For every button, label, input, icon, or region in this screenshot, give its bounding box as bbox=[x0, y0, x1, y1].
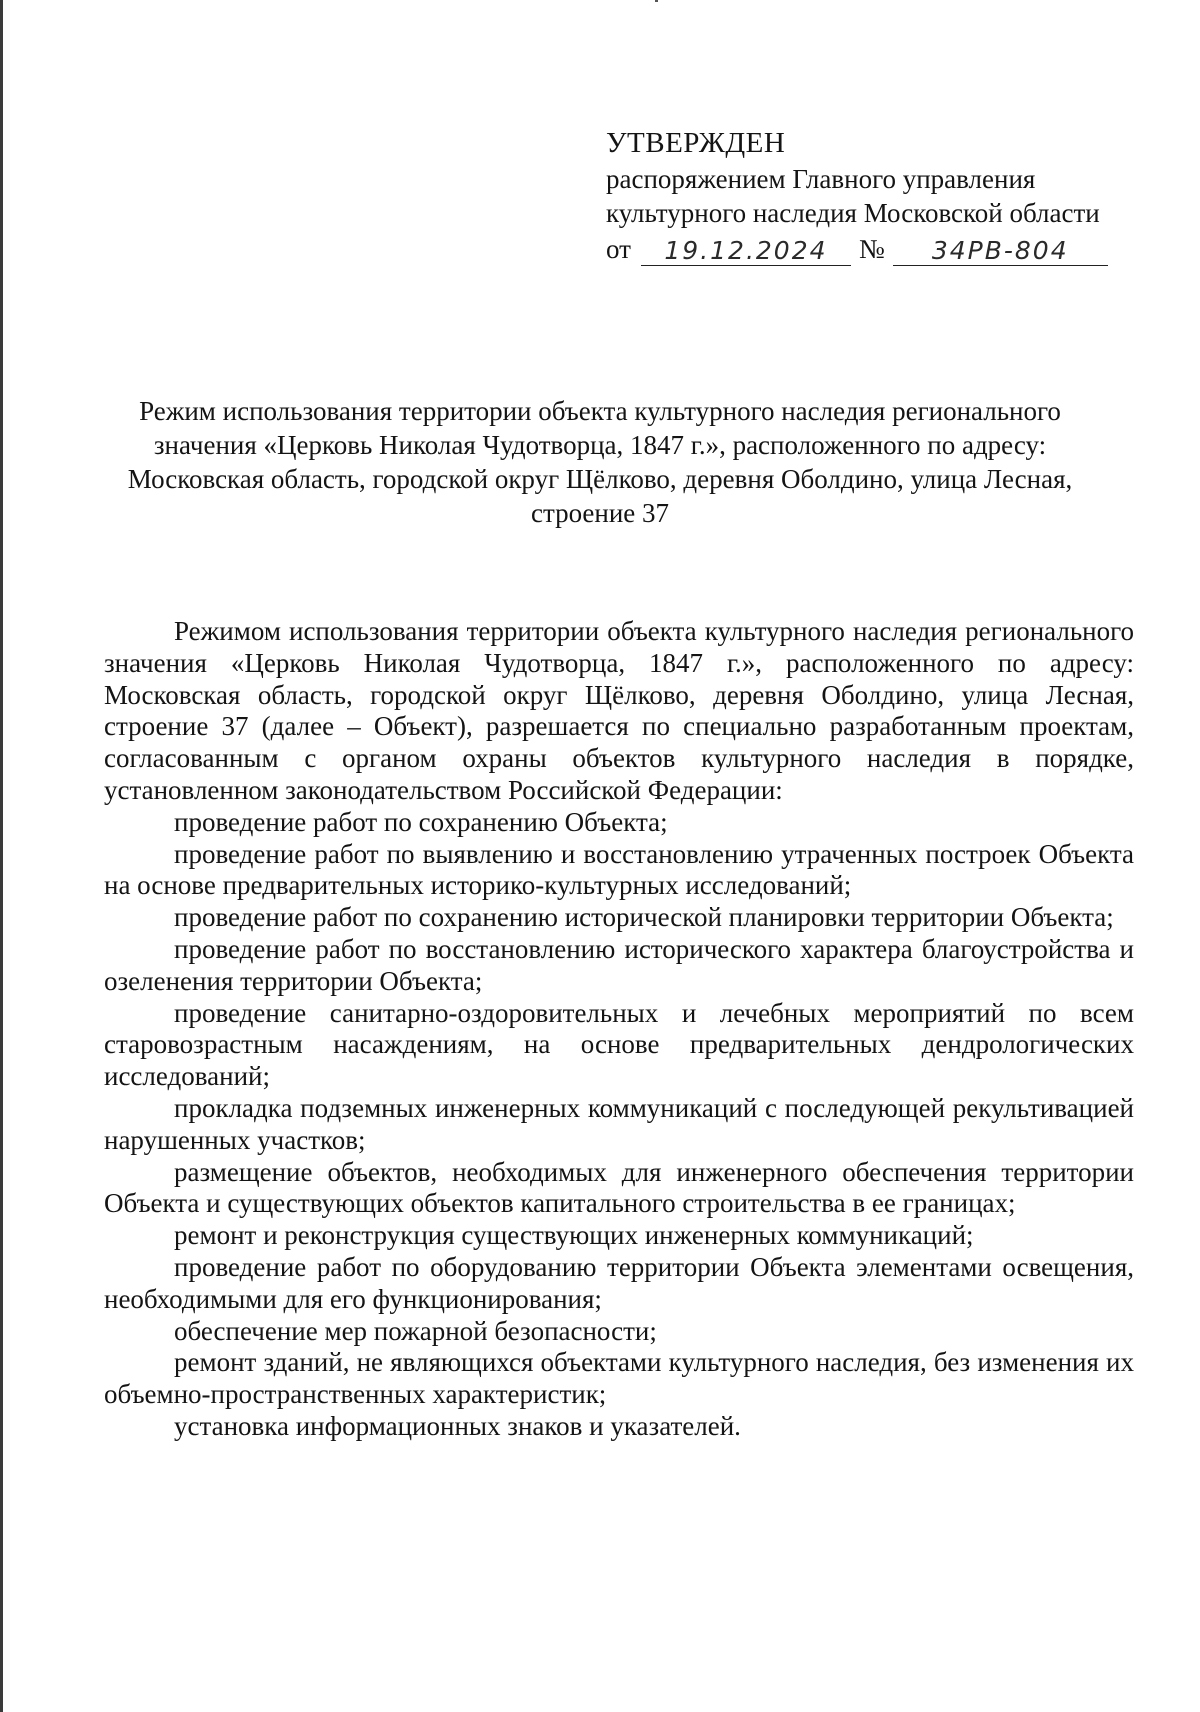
list-item: проведение работ по оборудованию территории Объекта элементами освещения, необходимыми для его функционирования; bbox=[104, 1251, 1134, 1314]
list-item: проведение работ по сохранению исторической планировки территории Объекта; bbox=[174, 902, 1114, 933]
list-item: обеспечение мер пожарной безопасности; bbox=[174, 1315, 657, 1346]
handwritten-number: 34РВ-804 bbox=[893, 237, 1108, 266]
list-item: размещение объектов, необходимых для инженерного обеспечения территории Объекта и существующих объектов капитального строительства в ее границах; bbox=[104, 1156, 1134, 1219]
document-heading: Режим использования территории объекта культурного наследия регионального значения «Церковь Николая Чудотворца, 1847 г.», расположенного по адресу: Московская область, городской округ Щёлково, деревня Оболдино, улица Лесная, строение 37 bbox=[127, 396, 1073, 528]
list-item: установка информационных знаков и указателей. bbox=[174, 1410, 741, 1441]
approval-block bbox=[606, 126, 1166, 266]
list-item: ремонт и реконструкция существующих инженерных коммуникаций; bbox=[174, 1220, 974, 1251]
intro-paragraph: Режимом использования территории объекта культурного наследия регионального значения «Церковь Николая Чудотворца, 1847 г.», расположенного по адресу: Московская область, городской округ Щёлково, деревня Оболдино, улица Лесная, строение 37 (далее – Объект), разрешается по специально разработанным проектам, согласованным с органом охраны объектов культурного наследия в порядке, установленном законодательством Российской Федерации: bbox=[104, 616, 1134, 805]
approval-title: УТВЕРЖДЕН bbox=[606, 127, 786, 159]
handwritten-date: 19.12.2024 bbox=[641, 237, 851, 266]
list-item: ремонт зданий, не являющихся объектами культурного наследия, без изменения их объемно-пространственных характеристик; bbox=[104, 1347, 1134, 1410]
document-body bbox=[104, 616, 1134, 1443]
list-item: проведение работ по выявлению и восстановлению утраченных построек Объекта на основе предварительных историко-культурных исследований; bbox=[104, 838, 1134, 901]
number-sign: № bbox=[858, 234, 885, 264]
list-item: проведение работ по сохранению Объекта; bbox=[174, 806, 668, 837]
list-item: проведение работ по восстановлению исторического характера благоустройства и озеленения территории Объекта; bbox=[104, 933, 1134, 996]
scan-edge bbox=[0, 0, 3, 1712]
approval-line-1: распоряжением Главного управления bbox=[606, 164, 1036, 194]
approval-line-2: культурного наследия Московской области bbox=[606, 198, 1100, 228]
list-item: прокладка подземных инженерных коммуникаций с последующей рекультивацией нарушенных участков; bbox=[104, 1092, 1134, 1155]
approval-date-line bbox=[606, 232, 1166, 266]
list-item: проведение санитарно-оздоровительных и лечебных мероприятий по всем старовозрастным насаждениям, на основе предварительных дендрологических исследований; bbox=[104, 997, 1134, 1092]
scan-speck bbox=[655, 0, 658, 2]
from-label: от bbox=[606, 234, 631, 264]
